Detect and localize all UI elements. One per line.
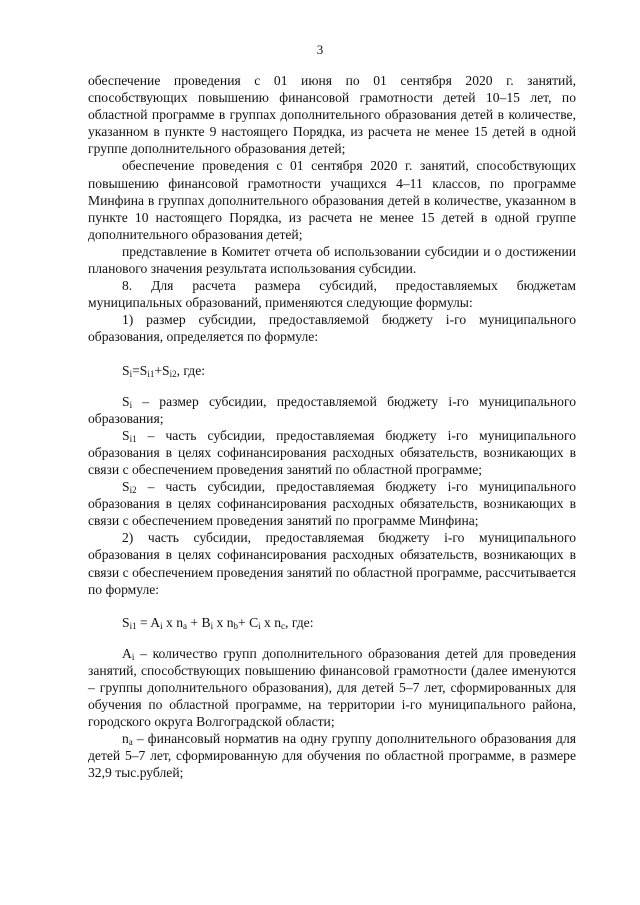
formula-si1: $S_{i1} = A_i$ x $n_a + B_i$ x $n_b+ C_i$ x $n_c$, где:: [122, 614, 314, 631]
paragraph: обеспечение проведения с 01 июня по 01 сентября 2020 г. занятий, способствующих повышению финансовой грамотности детей 10–15 лет, по областной программе в группах дополнительного образования детей в количестве, указанном в пункте 9 настоящего Порядка, из расчета не менее 15 детей в одной группе дополнительного образования детей;: [88, 73, 576, 157]
definition-ai: $A_i$ – количество групп дополнительного образования детей для проведения занятий, способствующих повышению финансовой грамотности (далее именуются – группы дополнительного образования), для детей 5–7 лет, сформированных для обучения по областной программе, на территории i-го муниципального района, городского округа Волгоградской области;: [88, 645, 576, 730]
definition-si: $S_i$ – размер субсидии, предоставляемой бюджету i-го муниципального образования;: [88, 393, 576, 426]
definition-si2: $S_{i2}$ – часть субсидии, предоставляемая бюджету i-го муниципального образования в целях софинансирования расходных обязательств, возникающих в связи с обеспечением проведения занятий по программе Минфина;: [88, 479, 576, 529]
definition-si1: $S_{i1}$ – часть субсидии, предоставляемая бюджету i-го муниципального образования в целях софинансирования расходных обязательств, возникающих в связи с обеспечением проведения занятий по областной программе;: [88, 427, 576, 477]
paragraph: 8. Для расчета размера субсидий, предоставляемых бюджетам муниципальных образований, применяются следующие формулы:: [88, 278, 576, 311]
page-number: 3: [316, 42, 324, 57]
formula-si: $S_i=S_{i1}+S_{i2}$, где:: [122, 362, 205, 379]
paragraph: обеспечение проведения с 01 сентября 2020 г. занятий, способствующих повышению финансовой грамотности учащихся 4–11 классов, по программе Минфина в группах дополнительного образования детей в количестве, указанном в пункте 10 настоящего Порядка, из расчета не менее 15 детей в одной группе дополнительного образования детей;: [88, 158, 576, 242]
definition-na: $n_a$ – финансовый норматив на одну группу дополнительного образования для детей 5–7 лет, сформированную для обучения по областной программе, в размере 32,9 тыс.рублей;: [88, 731, 576, 781]
paragraph: 1) размер субсидии, предоставляемой бюджету i-го муниципального образования, определяется по формуле:: [88, 312, 576, 345]
document-body: [88, 72, 576, 782]
paragraph: представление в Комитет отчета об использовании субсидии и о достижении планового значения результата использования субсидии.: [88, 243, 576, 277]
paragraph: 2) часть субсидии, предоставляемая бюджету i-го муниципального образования в целях софинансирования расходных обязательств, возникающих в связи с обеспечением проведения занятий по областной программе, рассчитывается по формуле:: [88, 530, 576, 597]
